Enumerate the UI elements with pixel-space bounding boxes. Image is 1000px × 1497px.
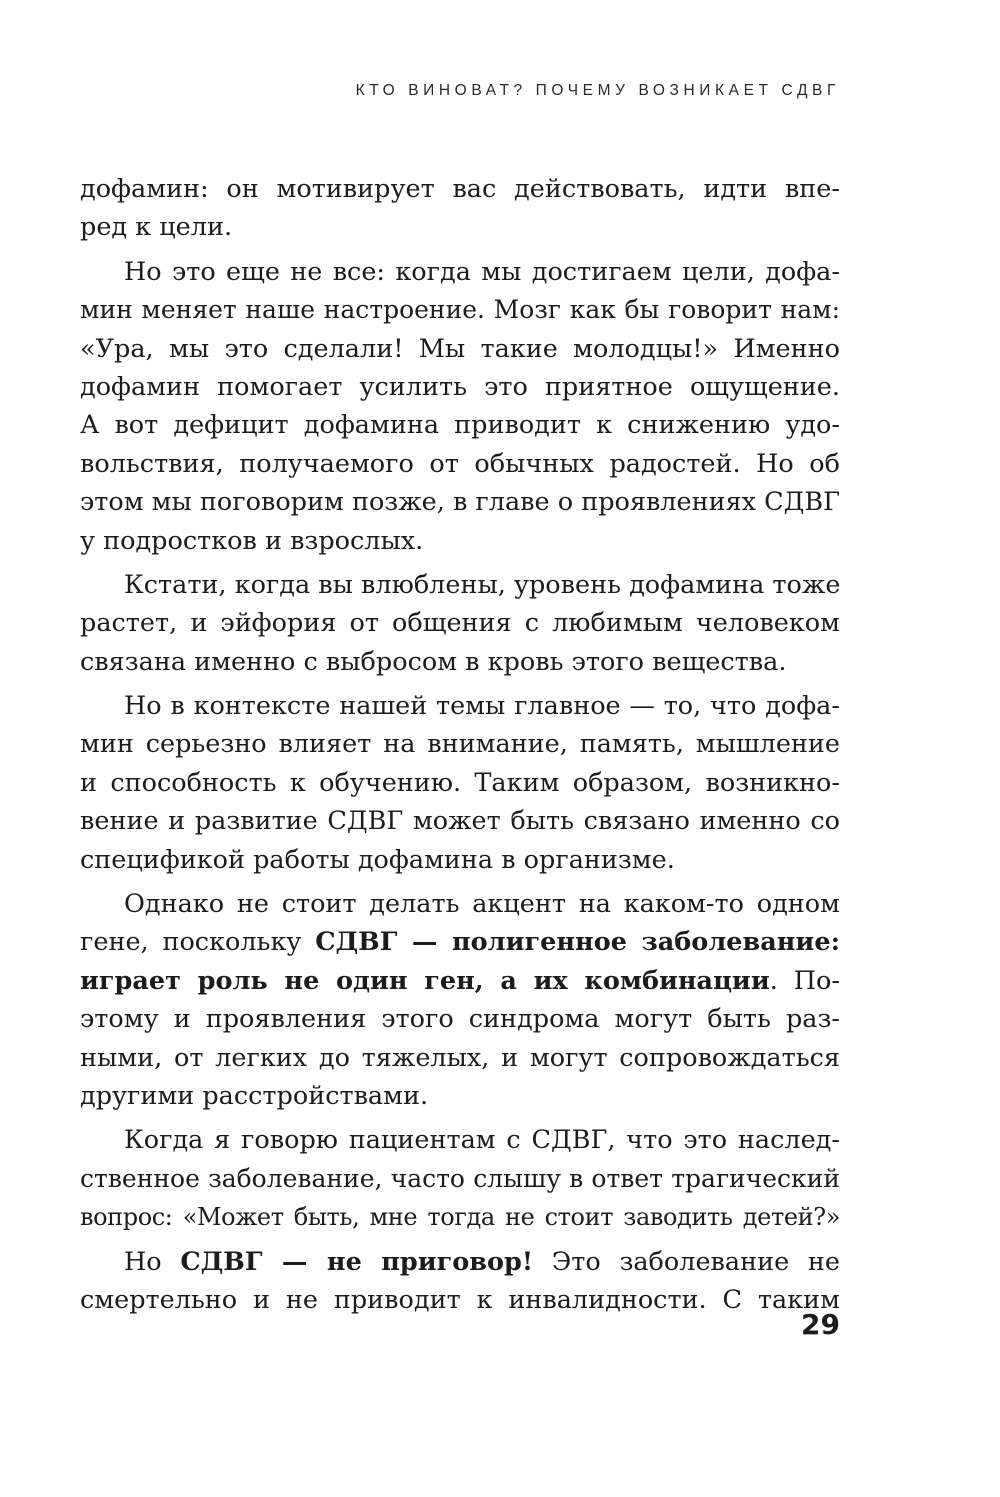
- text-line: Однако не стоит делать акцент на каком-то одном: [124, 889, 840, 920]
- text-line: связана именно с выбросом в кровь этого вещества.: [80, 646, 787, 677]
- paragraph: [80, 1243, 840, 1320]
- paragraph: [80, 687, 840, 879]
- text-line: этому и проявления этого синдрома могут быть раз-: [80, 1004, 840, 1035]
- text-run: гене, поскольку: [80, 927, 316, 958]
- paragraph: [80, 885, 840, 1115]
- text-line: смертельно и не приводит к инвалидности. С таким: [80, 1284, 840, 1315]
- page-number: 29: [801, 1308, 840, 1341]
- text-line: А вот дефицит дофамина приводит к снижению удо-: [80, 410, 840, 441]
- paragraph: [80, 253, 840, 560]
- text-run: . По-: [769, 965, 840, 996]
- paragraph: [80, 566, 840, 681]
- text-line: вение и развитие СДВГ может быть связано именно со: [80, 806, 840, 837]
- text-run: Но: [124, 1246, 181, 1277]
- text-line: другими расстройствами.: [80, 1080, 429, 1111]
- text-line: «Ура, мы это сделали! Мы такие молодцы!» Именно: [80, 333, 840, 364]
- running-head: КТО ВИНОВАТ? ПОЧЕМУ ВОЗНИКАЕТ СДВГ: [355, 82, 840, 99]
- text-line: этом мы поговорим позже, в главе о проявлениях СДВГ: [80, 487, 841, 518]
- text-line: Кстати, когда вы влюблены, уровень дофамина тоже: [124, 569, 841, 600]
- text-line: [80, 923, 840, 961]
- paragraph: [80, 1121, 840, 1236]
- text-line: растет, и эйфория от общения с любимым человеком: [80, 608, 840, 639]
- text-line: ными, от легких до тяжелых, и могут сопровождаться: [80, 1042, 840, 1073]
- text-line: вопрос: «Может быть, мне тогда не стоит заводить детей?»: [80, 1203, 840, 1232]
- text-line: [80, 1243, 840, 1281]
- text-line: [80, 962, 840, 1000]
- text-run: Это заболевание не: [533, 1246, 840, 1277]
- text-line: мин серьезно влияет на внимание, память, мышление: [80, 729, 840, 760]
- text-line: ред к цели.: [80, 212, 233, 243]
- text-line: Когда я говорю пациентам с СДВГ, что это наслед-: [124, 1125, 840, 1156]
- bold-emphasis: СДВГ — не приговор!: [180, 1246, 534, 1277]
- bold-emphasis: СДВГ — полигенное заболевание:: [315, 927, 840, 958]
- text-line: дофамин помогает усилить это приятное ощущение.: [80, 371, 840, 402]
- text-line: дофамин: он мотивирует вас действовать, идти впе-: [80, 174, 840, 204]
- text-line: Но это еще не все: когда мы достигаем цели, дофа-: [124, 256, 840, 287]
- text-line: Но в контексте нашей темы главное — то, что дофа-: [124, 691, 840, 722]
- paragraph: [80, 170, 840, 247]
- bold-emphasis: играет роль не один ген, а их комбинации: [80, 965, 770, 996]
- text-line: мин меняет наше настроение. Мозг как бы говорит нам:: [80, 295, 840, 325]
- body-text: [80, 170, 840, 1319]
- text-line: и способность к обучению. Таким образом, возникно-: [80, 767, 840, 798]
- text-line: ственное заболевание, часто слышу в ответ трагический: [80, 1163, 840, 1193]
- text-line: вольствия, получаемого от обычных радостей. Но об: [80, 448, 840, 479]
- text-line: у подростков и взрослых.: [80, 525, 424, 556]
- text-line: спецификой работы дофамина в организме.: [80, 844, 675, 875]
